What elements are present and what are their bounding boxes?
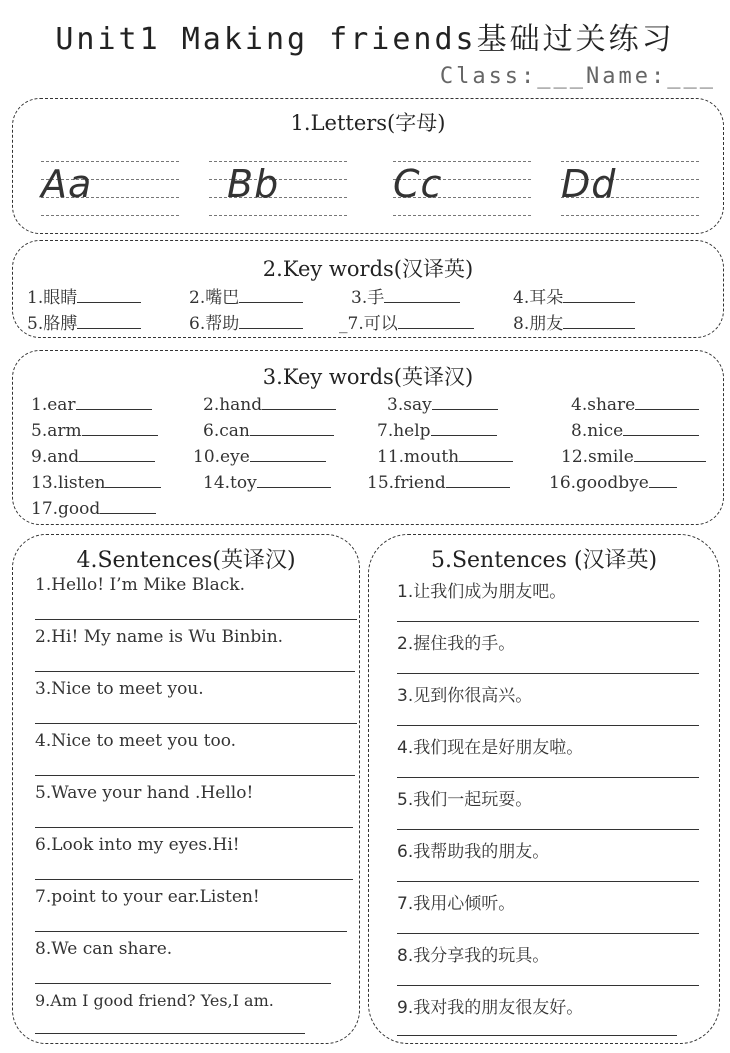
answer-blank[interactable] [250, 421, 334, 436]
sentences-en-cn-title: 4.Sentences(英译汉) [76, 548, 296, 573]
key-word-item: 4.耳朵 [513, 283, 635, 308]
worksheet-title: Unit1 Making friends基础过关练习 [55, 22, 675, 57]
sentence-item: 6.Look into my eyes.Hi! [35, 835, 240, 855]
key-word-item: 3.say [387, 395, 498, 415]
answer-blank[interactable] [649, 473, 677, 488]
sentence-item: 1.Hello! I’m Mike Black. [35, 575, 245, 595]
sentence-item: 1.让我们成为朋友吧。 [397, 582, 567, 602]
answer-blank[interactable] [77, 288, 141, 303]
key-word-item: 7.help [377, 421, 497, 441]
letter-b: Bb [227, 162, 280, 206]
sentences-cn-en-section [368, 534, 720, 1044]
key-word-item: 11.mouth [377, 447, 513, 467]
key-word-item: 2.嘴巴 [189, 283, 303, 308]
sentence-item: 4.Nice to meet you too. [35, 731, 237, 751]
answer-blank[interactable] [77, 314, 141, 329]
answer-line[interactable] [35, 931, 347, 932]
sentence-item: 9.Am I good friend? Yes,I am. [35, 991, 274, 1010]
key-word-item: 1.眼睛 [27, 283, 141, 308]
answer-blank[interactable] [563, 314, 635, 329]
sentences-cn-en-title: 5.Sentences (汉译英) [430, 548, 658, 573]
key-word-item: 9.and [31, 447, 155, 467]
key-word-item: 5.arm [31, 421, 158, 441]
answer-blank[interactable] [76, 395, 152, 410]
letter-practice-a[interactable] [41, 151, 179, 215]
key-word-item: 3.手 [351, 283, 460, 308]
key-word-item: 12.smile [561, 447, 706, 467]
answer-line[interactable] [35, 671, 355, 672]
sentence-item: 5.Wave your hand .Hello! [35, 783, 254, 803]
answer-line[interactable] [397, 1035, 677, 1036]
answer-blank[interactable] [459, 447, 513, 462]
letters-section [12, 98, 724, 234]
key-word-item: 4.share [571, 395, 699, 415]
answer-blank[interactable] [262, 395, 336, 410]
sentence-item: 7.point to your ear.Listen! [35, 887, 260, 907]
answer-blank[interactable] [100, 499, 156, 514]
key-word-item: 5.胳膊 [27, 309, 141, 334]
key-word-item: 1.ear [31, 395, 152, 415]
answer-blank[interactable] [634, 447, 706, 462]
key-word-item: 13.listen [31, 473, 161, 493]
answer-blank[interactable] [398, 314, 474, 329]
key-word-item: 2.hand [203, 395, 336, 415]
answer-line[interactable] [397, 933, 699, 934]
sentence-item: 2.Hi! My name is Wu Binbin. [35, 627, 284, 647]
key-word-item: _7.可以 [339, 309, 474, 334]
key-word-item: 8.朋友 [513, 309, 635, 334]
sentences-en-cn-section [12, 534, 360, 1044]
sentence-item: 6.我帮助我的朋友。 [397, 842, 550, 862]
answer-line[interactable] [397, 621, 699, 622]
key-words-cn-en-section [12, 240, 724, 338]
answer-line[interactable] [35, 879, 353, 880]
letters-section-title: 1.Letters(字母) [290, 111, 446, 135]
sentence-item: 8.We can share. [35, 939, 173, 959]
key-word-item: 16.goodbye [549, 473, 677, 493]
key-word-item: 14.toy [203, 473, 331, 493]
answer-line[interactable] [35, 983, 331, 984]
sentence-item: 7.我用心倾听。 [397, 894, 516, 914]
sentence-item: 9.我对我的朋友很友好。 [397, 998, 584, 1018]
sentence-item: 3.见到你很高兴。 [397, 686, 533, 706]
answer-blank[interactable] [384, 288, 460, 303]
answer-line[interactable] [35, 1033, 305, 1034]
class-name-line: Class:___Name:___ [439, 64, 716, 89]
answer-line[interactable] [35, 723, 357, 724]
key-words-en-cn-title: 3.Key words(英译汉) [262, 365, 474, 389]
sentence-item: 2.握住我的手。 [397, 634, 516, 654]
answer-blank[interactable] [432, 395, 498, 410]
answer-blank[interactable] [257, 473, 331, 488]
key-word-item: 15.friend [367, 473, 510, 493]
answer-line[interactable] [35, 619, 357, 620]
answer-line[interactable] [397, 881, 699, 882]
key-words-cn-en-title: 2.Key words(汉译英) [262, 257, 474, 281]
answer-blank[interactable] [431, 421, 497, 436]
answer-blank[interactable] [446, 473, 510, 488]
key-word-item: 6.can [203, 421, 334, 441]
sentence-item: 4.我们现在是好朋友啦。 [397, 738, 584, 758]
sentence-item: 3.Nice to meet you. [35, 679, 204, 699]
key-word-item: 10.eye [193, 447, 326, 467]
answer-line[interactable] [35, 775, 355, 776]
letter-a: Aa [41, 162, 93, 206]
answer-line[interactable] [397, 829, 699, 830]
answer-blank[interactable] [250, 447, 326, 462]
key-words-en-cn-section [12, 350, 724, 525]
sentence-item: 5.我们一起玩耍。 [397, 790, 533, 810]
answer-line[interactable] [397, 985, 699, 986]
letter-c: Cc [393, 162, 443, 206]
answer-blank[interactable] [239, 288, 303, 303]
answer-blank[interactable] [239, 314, 303, 329]
key-word-item: 8.nice [571, 421, 699, 441]
answer-line[interactable] [35, 827, 353, 828]
letter-practice-c[interactable] [393, 151, 531, 215]
answer-line[interactable] [397, 777, 699, 778]
answer-line[interactable] [397, 673, 699, 674]
answer-blank[interactable] [105, 473, 161, 488]
key-word-item: 17.good [31, 499, 156, 519]
letter-d: Dd [561, 162, 617, 206]
answer-blank[interactable] [82, 421, 158, 436]
answer-blank[interactable] [635, 395, 699, 410]
letter-practice-d[interactable] [561, 151, 699, 215]
key-word-item: 6.帮助 [189, 309, 303, 334]
answer-blank[interactable] [79, 447, 155, 462]
letter-practice-b[interactable] [209, 151, 347, 215]
answer-blank[interactable] [563, 288, 635, 303]
answer-blank[interactable] [623, 421, 699, 436]
answer-line[interactable] [397, 725, 699, 726]
sentence-item: 8.我分享我的玩具。 [397, 946, 550, 966]
